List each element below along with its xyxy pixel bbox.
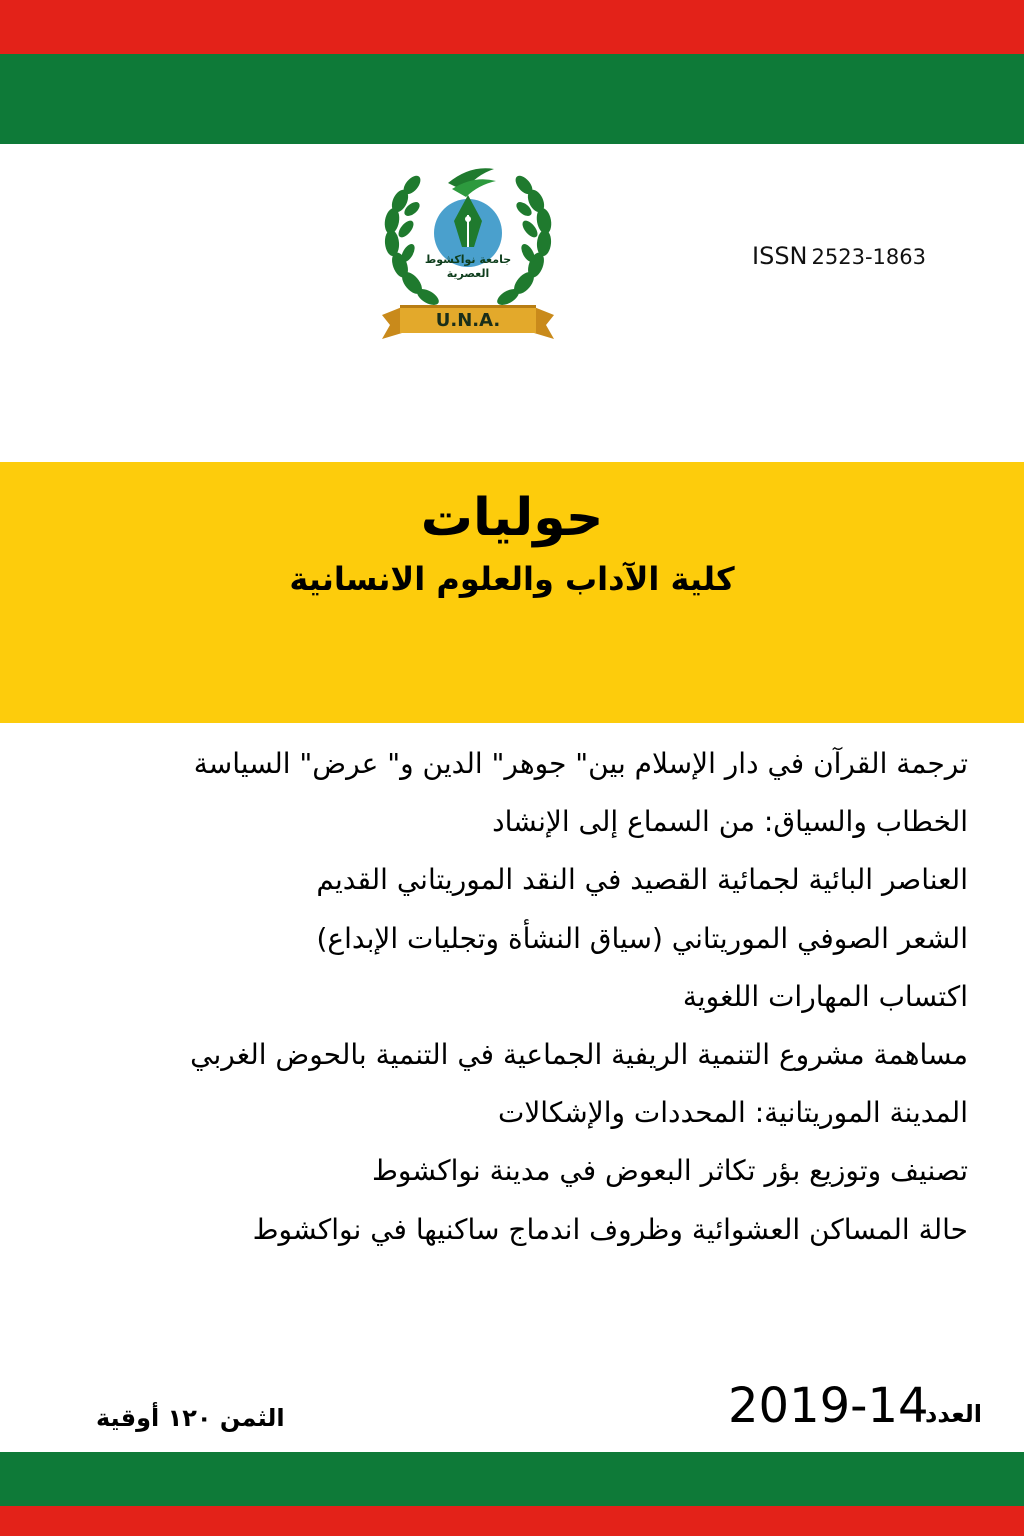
logo-name-line1: جامعة نواكشوط [424, 253, 512, 266]
issn-label: ISSN [752, 242, 808, 270]
top-red-band [0, 0, 1024, 54]
bottom-green-band [0, 1452, 1024, 1506]
issue-label: العدد [925, 1400, 982, 1428]
toc-item: المدينة الموريتانية: المحددات والإشكالات [497, 1096, 968, 1130]
toc-item: الخطاب والسياق: من السماع إلى الإنشاد [492, 805, 968, 839]
toc-item: اكتساب المهارات اللغوية [682, 979, 968, 1013]
journal-title: حوليات [420, 488, 604, 548]
toc-item: ترجمة القرآن في دار الإسلام بين" جوهر" الدين و" عرض" السياسة [193, 747, 968, 780]
top-green-band [0, 54, 1024, 144]
logo-ribbon-text: U.N.A. [435, 310, 501, 331]
toc-item: العناصر البائية لجمائية القصيد في النقد الموريتاني القديم [316, 863, 968, 897]
logo-name-line2: العصرية [446, 267, 490, 280]
toc-item: الشعر الصوفي الموريتاني (سياق النشأة وتجليات الإبداع) [316, 921, 968, 955]
issn-code: 2523-1863 [811, 245, 926, 269]
table-of-contents [98, 742, 968, 1266]
journal-subtitle: كلية الآداب والعلوم الانسانية [289, 560, 735, 598]
toc-item: تصنيف وتوزيع بؤر تكاثر البعوض في مدينة نواكشوط [371, 1154, 968, 1188]
university-logo [378, 155, 558, 340]
issue-number: 2019-14 [728, 1378, 929, 1434]
bottom-red-band [0, 1506, 1024, 1536]
issn [752, 242, 926, 270]
toc-item: حالة المساكن العشوائية وظروف اندماج ساكنيها في نواكشوط [252, 1212, 968, 1246]
toc-item: مساهمة مشروع التنمية الريفية الجماعية في التنمية بالحوض الغربي [190, 1037, 968, 1071]
price: الثمن ١٢٠ أوقية [96, 1404, 285, 1432]
